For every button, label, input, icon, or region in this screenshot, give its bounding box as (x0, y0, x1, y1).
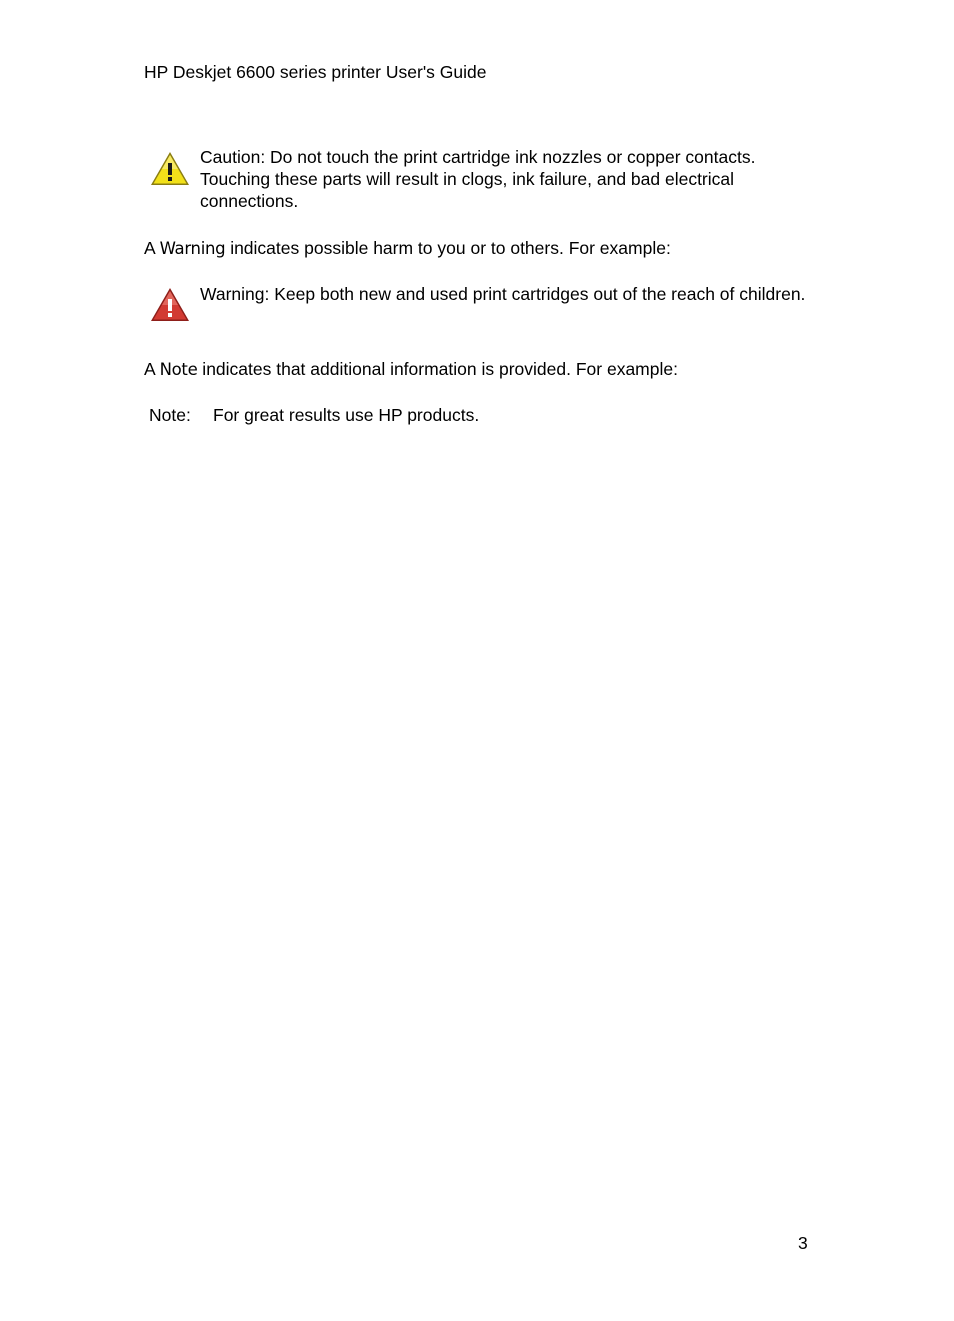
note-term: Note (159, 360, 198, 379)
warning-description-suffix: indicates possible harm to you or to others. For example: (225, 238, 671, 258)
note-description-suffix: indicates that additional information is provided. For example: (197, 359, 678, 379)
warning-text: Warning: Keep both new and used print cartridges out of the reach of children. (200, 284, 806, 304)
page-header-title: HP Deskjet 6600 series printer User's Guide (144, 62, 487, 82)
note-label: Note: (149, 405, 191, 425)
caution-triangle-icon (149, 150, 191, 188)
warning-description-prefix: A (144, 238, 160, 258)
note-example (149, 404, 479, 426)
caution-text: Caution: Do not touch the print cartridge ink nozzles or copper contacts. Touching these parts will result in clogs, ink failure, and bad electrical connections. (200, 147, 756, 211)
note-description-prefix: A (144, 359, 160, 379)
warning-triangle-icon (149, 286, 191, 324)
warning-description (144, 237, 671, 260)
note-description (144, 358, 678, 381)
warning-term: Warning (159, 239, 226, 258)
note-text: For great results use HP products. (213, 405, 480, 425)
page-number: 3 (798, 1233, 808, 1253)
